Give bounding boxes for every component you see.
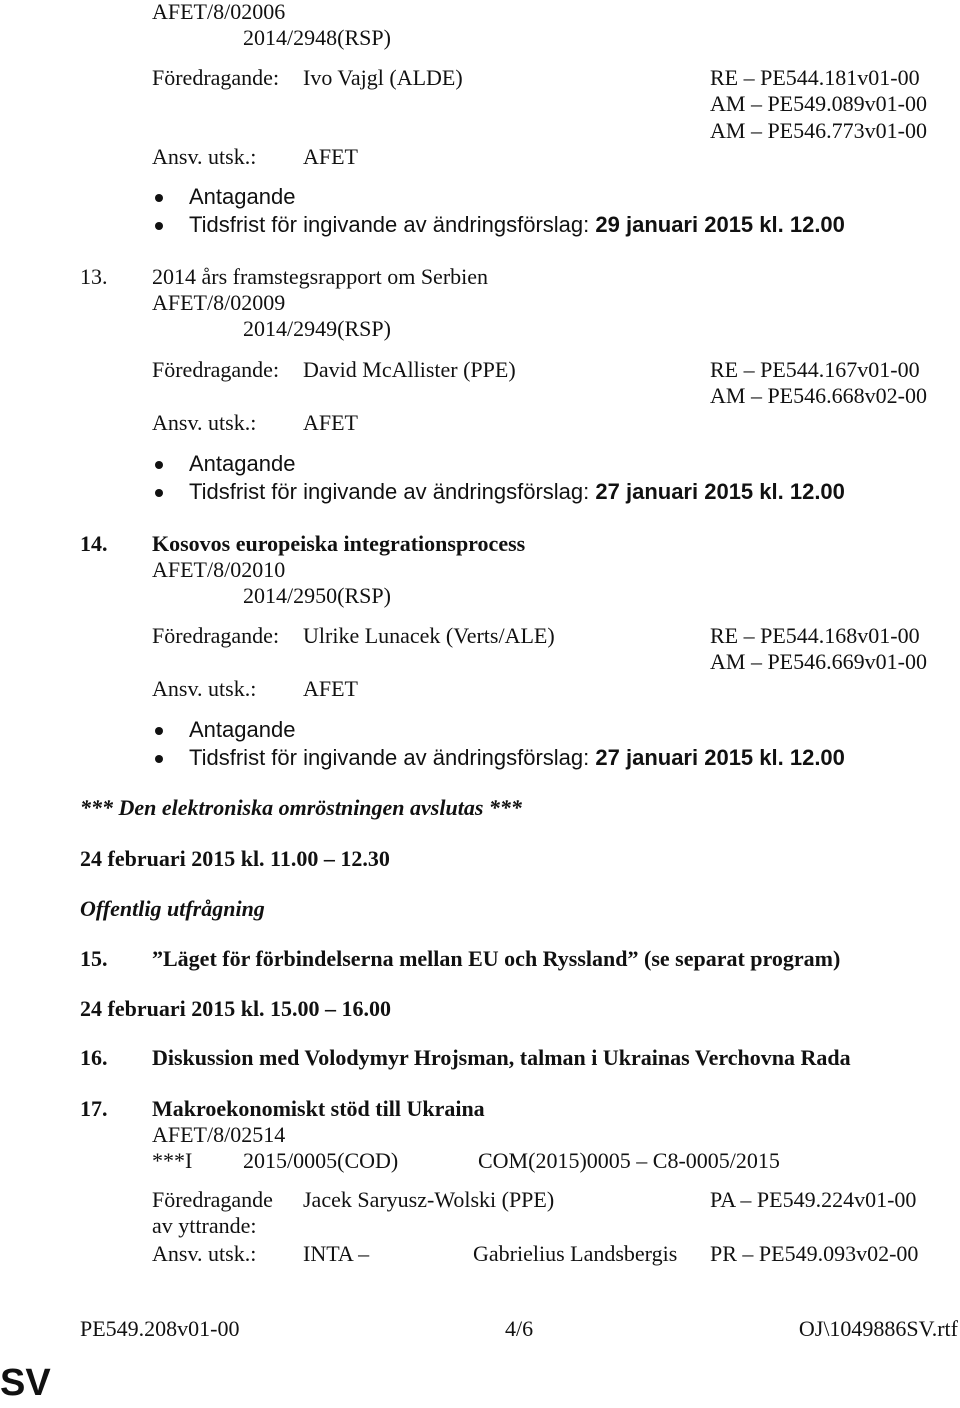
item14-rapporteur: Ulrike Lunacek (Verts/ALE) — [303, 623, 555, 648]
item17-committee-rapporteur: Gabrielius Landsbergis — [473, 1241, 678, 1266]
bullet-icon — [155, 755, 163, 763]
item17-proc-type: ***I — [152, 1148, 193, 1173]
item17-committee-label: Ansv. utsk.: — [152, 1241, 257, 1266]
bullet-icon — [155, 461, 163, 469]
deadline-prefix: Tidsfrist för ingivande av ändringsförslag: — [189, 212, 590, 237]
deadline-value: 27 januari 2015 kl. 12.00 — [595, 745, 845, 770]
deadline-value: 29 januari 2015 kl. 12.00 — [595, 212, 845, 237]
bullet-icon — [155, 489, 163, 497]
item13-rapporteur: David McAllister (PPE) — [303, 357, 516, 382]
deadline-value: 27 januari 2015 kl. 12.00 — [595, 479, 845, 504]
item15-number: 15. — [80, 946, 108, 971]
item17-committee: INTA – — [303, 1241, 370, 1266]
item12-committee-label: Ansv. utsk.: — [152, 144, 257, 169]
item13-rapporteur-label: Föredragande: — [152, 357, 280, 382]
footer-doc-id: PE549.208v01-00 — [80, 1316, 240, 1341]
item14-rapporteur-label: Föredragande: — [152, 623, 280, 648]
session1-hearing: Offentlig utfrågning — [80, 896, 265, 921]
item14-doc-ref: RE – PE544.168v01-00 — [710, 623, 920, 648]
item17-committee-doc: PR – PE549.093v02-00 — [710, 1241, 919, 1266]
bullet-icon — [155, 222, 163, 230]
item14-procedure: 2014/2950(RSP) — [243, 583, 391, 608]
item17-procedure: 2015/0005(COD) — [243, 1148, 399, 1173]
item12-doc-ref: AM – PE546.773v01-00 — [710, 118, 927, 143]
session2-date: 24 februari 2015 kl. 15.00 – 16.00 — [80, 996, 392, 1021]
item14-committee: AFET — [303, 676, 358, 701]
vote-end-notice: *** Den elektroniska omröstningen avslutas *** — [80, 795, 522, 820]
item17-afet-ref: AFET/8/02514 — [152, 1122, 286, 1147]
item17-opinion-label: Föredragande — [152, 1187, 273, 1212]
footer-file-name: OJ\1049886SV.rtf — [798, 1316, 958, 1341]
bullet-icon — [155, 727, 163, 735]
deadline-prefix: Tidsfrist för ingivande av ändringsförslag: — [189, 745, 590, 770]
item13-committee: AFET — [303, 410, 358, 435]
item17-opinion-label-2: av yttrande: — [152, 1213, 257, 1238]
item13-number: 13. — [80, 264, 108, 289]
item13-procedure: 2014/2949(RSP) — [243, 316, 391, 341]
item12-adoption: Antagande — [189, 184, 296, 209]
deadline-prefix: Tidsfrist för ingivande av ändringsförslag: — [189, 479, 590, 504]
item17-title: Makroekonomiskt stöd till Ukraina — [152, 1096, 485, 1121]
item17-number: 17. — [80, 1096, 108, 1121]
item12-afet-ref: AFET/8/02006 — [152, 0, 286, 24]
item14-number: 14. — [80, 531, 108, 556]
item12-deadline — [189, 214, 845, 236]
item12-rapporteur: Ivo Vajgl (ALDE) — [303, 65, 463, 90]
item17-opinion-doc: PA – PE549.224v01-00 — [710, 1187, 917, 1212]
item12-procedure: 2014/2948(RSP) — [243, 25, 391, 50]
item17-opinion-rapporteur: Jacek Saryusz-Wolski (PPE) — [303, 1187, 555, 1212]
language-code: SV — [0, 1362, 51, 1404]
item14-deadline — [189, 747, 845, 769]
item13-title: 2014 års framstegsrapport om Serbien — [152, 264, 489, 289]
item12-doc-ref: AM – PE549.089v01-00 — [710, 91, 927, 116]
item16-number: 16. — [80, 1045, 108, 1070]
item14-afet-ref: AFET/8/02010 — [152, 557, 286, 582]
item14-title: Kosovos europeiska integrationsprocess — [152, 531, 526, 556]
bullet-icon — [155, 194, 163, 202]
item12-committee: AFET — [303, 144, 358, 169]
item15-title: ”Läget för förbindelserna mellan EU och Ryssland” (se separat program) — [152, 946, 841, 971]
item14-committee-label: Ansv. utsk.: — [152, 676, 257, 701]
session1-date: 24 februari 2015 kl. 11.00 – 12.30 — [80, 846, 390, 871]
item13-afet-ref: AFET/8/02009 — [152, 290, 286, 315]
item16-title: Diskussion med Volodymyr Hrojsman, talman i Ukrainas Verchovna Rada — [152, 1045, 851, 1070]
item13-deadline — [189, 481, 845, 503]
item13-doc-ref: RE – PE544.167v01-00 — [710, 357, 920, 382]
item14-doc-ref: AM – PE546.669v01-00 — [710, 649, 927, 674]
item13-adoption: Antagande — [189, 451, 296, 476]
item12-rapporteur-label: Föredragande: — [152, 65, 280, 90]
item13-doc-ref: AM – PE546.668v02-00 — [710, 383, 927, 408]
item13-committee-label: Ansv. utsk.: — [152, 410, 257, 435]
item17-com-ref: COM(2015)0005 – C8-0005/2015 — [478, 1148, 780, 1173]
item14-adoption: Antagande — [189, 717, 296, 742]
footer-page-number: 4/6 — [505, 1316, 534, 1341]
item12-doc-ref: RE – PE544.181v01-00 — [710, 65, 920, 90]
